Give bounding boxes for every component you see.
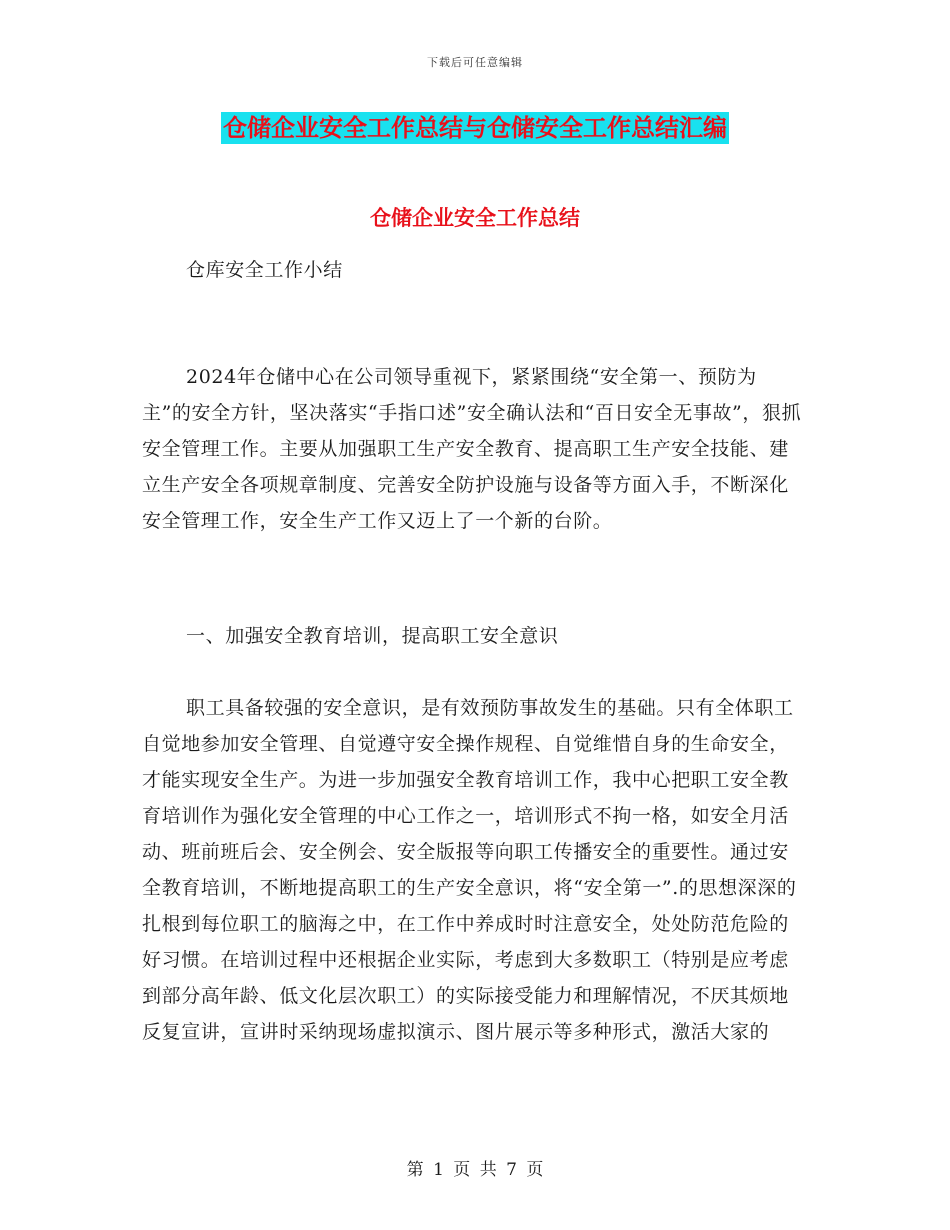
heading-section-1: 一、加强安全教育培训，提高职工安全意识 xyxy=(186,625,559,647)
sub-heading: 仓库安全工作小结 xyxy=(186,259,343,281)
paragraph-intro: 2024年仓储中心在公司领导重视下，紧紧围绕“安全第一、预防为主”的安全方针，坚决落实“手指口述”安全确认法和“百日安全无事故”，狠抓安全管理工作。主要从加强职工生产安全教育、提高职工生产安全技能、建立生产安全各项规章制度、完善安全防护设施与设备等方面入手，不断深化安全管理工作，安全生产工作又迈上了一个新的台阶。 xyxy=(142,366,802,532)
page-footer: 第 1 页 共 7 页 xyxy=(406,1160,544,1180)
section-title: 仓储企业安全工作总结 xyxy=(370,206,580,230)
paragraph-section-1: 职工具备较强的安全意识，是有效预防事故发生的基础。只有全体职工自觉地参加安全管理、自觉遵守安全操作规程、自觉维惜自身的生命安全，才能实现安全生产。为进一步加强安全教育培训工作，我中心把职工安全教育培训作为强化安全管理的中心工作之一，培训形式不拘一格，如安全月活动、班前班后会、安全例会、安全版报等向职工传播安全的重要性。通过安全教育培训，不断地提高职工的生产安全意识，将“安全第一”.的思想深深的扎根到每位职工的脑海之中，在工作中养成时时注意安全，处处防范危险的好习惯。在培训过程中还根据企业实际，考虑到大多数职工（特别是应考虑到部分高年龄、低文化层次职工）的实际接受能力和理解情况，不厌其烦地反复宣讲，宣讲时采纳现场虚拟演示、图片展示等多种形式，激活大家的 xyxy=(142,697,797,1043)
document-title: 仓储企业安全工作总结与仓储安全工作总结汇编 xyxy=(223,114,727,142)
header-note: 下载后可任意编辑 xyxy=(427,56,523,69)
